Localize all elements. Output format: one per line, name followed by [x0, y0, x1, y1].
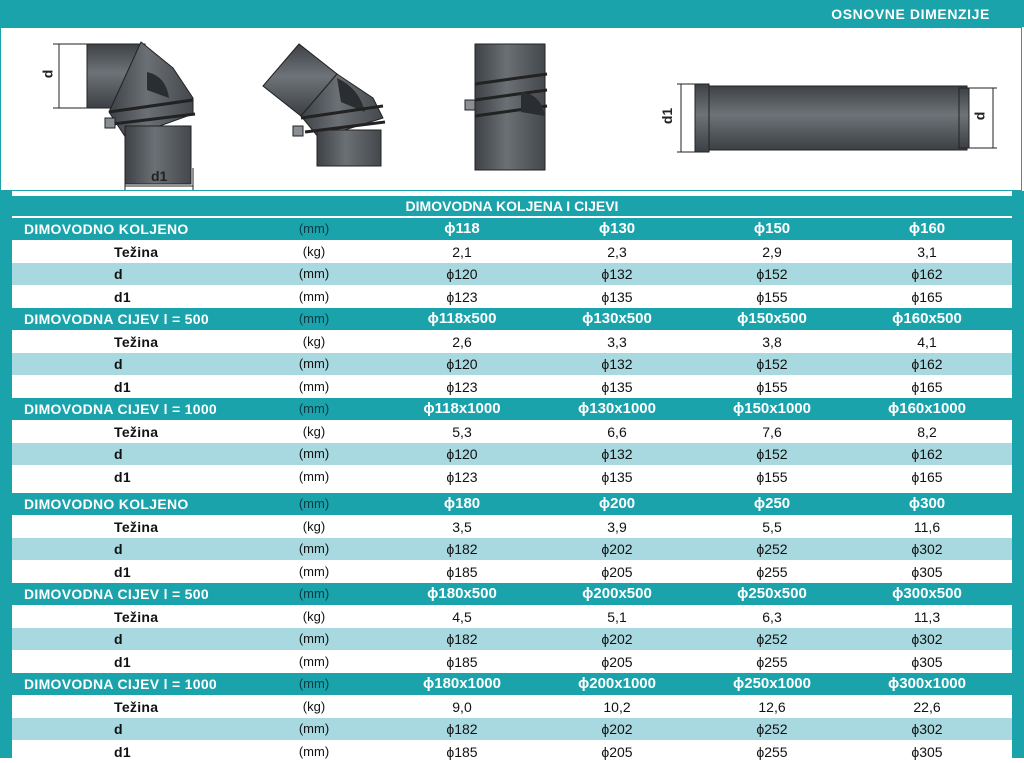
table-section-header: [12, 218, 1012, 240]
dimension-diagram-panel: [0, 27, 1022, 191]
dimension-label-d1: d1: [151, 168, 168, 184]
table-title: DIMOVODNA KOLJENA I CIJEVI: [12, 196, 1012, 216]
value-cell: 2,1: [452, 243, 472, 260]
value-cell: ϕ135: [601, 378, 633, 395]
value-cell: ϕ130x500: [582, 310, 652, 327]
value-cell: ϕ165: [911, 468, 943, 485]
value-cell: 3,8: [762, 333, 782, 350]
value-cell: ϕ182: [446, 631, 478, 647]
value-cell: ϕ130x1000: [578, 400, 656, 417]
value-cell: ϕ252: [756, 631, 788, 647]
value-cell: 3,3: [607, 333, 627, 350]
value-cell: ϕ182: [446, 541, 478, 557]
value-cell: ϕ160: [908, 220, 946, 237]
value-cell: ϕ120: [446, 266, 478, 282]
table-row: [12, 628, 1012, 650]
table-section-header: [12, 493, 1012, 515]
unit-label: (mm): [298, 676, 330, 691]
value-cell: ϕ132: [601, 446, 633, 462]
value-cell: ϕ118x500: [427, 310, 497, 327]
param-label: d: [114, 721, 123, 737]
unit-label: (mm): [298, 586, 330, 601]
value-cell: ϕ152: [756, 266, 788, 282]
value-cell: 6,3: [762, 608, 782, 625]
value-cell: ϕ302: [911, 721, 943, 737]
value-cell: ϕ305: [911, 743, 943, 760]
value-cell: ϕ185: [446, 653, 478, 670]
unit-label: (mm): [298, 266, 330, 281]
section-label: DIMOVODNA CIJEV l = 1000: [24, 401, 218, 417]
value-cell: ϕ250x1000: [733, 675, 811, 692]
section-label: DIMOVODNA CIJEV l = 1000: [24, 676, 218, 692]
param-label: d1: [114, 743, 131, 760]
dimension-label-d-pipe: d: [971, 111, 988, 121]
table-row: [12, 421, 1012, 443]
value-cell: ϕ132: [601, 356, 633, 372]
straight-pipe-drawing: [695, 84, 969, 152]
table-row: [12, 741, 1012, 763]
unit-label: (kg): [302, 518, 326, 534]
value-cell: ϕ162: [911, 266, 943, 282]
unit-label: (mm): [298, 653, 330, 669]
value-cell: 9,0: [452, 698, 472, 715]
value-cell: ϕ155: [756, 468, 788, 485]
param-label: d1: [114, 563, 131, 580]
value-cell: ϕ205: [601, 743, 633, 760]
param-label: Težina: [114, 608, 159, 625]
table-row: [12, 443, 1012, 465]
value-cell: 11,3: [913, 608, 941, 625]
unit-label: (mm): [298, 288, 330, 304]
param-label: d: [114, 541, 123, 557]
value-cell: ϕ250: [753, 495, 791, 512]
value-cell: 2,3: [607, 243, 627, 260]
dimension-label-d: d: [39, 69, 56, 79]
section-label: DIMOVODNA CIJEV l = 500: [24, 311, 209, 327]
value-cell: ϕ300x1000: [888, 675, 966, 692]
value-cell: ϕ180x1000: [423, 675, 501, 692]
value-cell: 22,6: [913, 698, 941, 715]
value-cell: 11,6: [913, 518, 941, 535]
param-label: Težina: [114, 333, 159, 350]
unit-label: (mm): [298, 356, 330, 371]
unit-label: (mm): [298, 563, 330, 579]
table-row: [12, 353, 1012, 375]
param-label: Težina: [114, 243, 159, 260]
table-section-header: [12, 673, 1012, 695]
value-cell: ϕ302: [911, 541, 943, 557]
value-cell: ϕ202: [601, 721, 633, 737]
value-cell: ϕ200: [598, 495, 636, 512]
unit-label: (mm): [298, 468, 330, 484]
table-row: [12, 538, 1012, 560]
table-row: [12, 466, 1012, 488]
value-cell: 10,2: [603, 698, 631, 715]
value-cell: ϕ252: [756, 541, 788, 557]
value-cell: 7,6: [762, 423, 782, 440]
unit-label: (mm): [298, 378, 330, 394]
unit-label: (mm): [298, 401, 330, 416]
table-row: [12, 606, 1012, 628]
value-cell: ϕ150: [753, 220, 791, 237]
unit-label: (mm): [298, 541, 330, 556]
table-row: [12, 718, 1012, 740]
value-cell: 4,5: [452, 608, 472, 625]
value-cell: 3,5: [452, 518, 472, 535]
value-cell: ϕ180: [443, 495, 481, 512]
dimensions-table: [0, 191, 1024, 758]
unit-label: (kg): [302, 423, 326, 439]
value-cell: ϕ202: [601, 541, 633, 557]
value-cell: ϕ135: [601, 468, 633, 485]
value-cell: ϕ305: [911, 653, 943, 670]
section-label: DIMOVODNA CIJEV l = 500: [24, 586, 209, 602]
unit-label: (kg): [302, 698, 326, 714]
value-cell: ϕ300x500: [892, 585, 962, 602]
value-cell: 5,1: [607, 608, 627, 625]
value-cell: ϕ202: [601, 631, 633, 647]
table-row: [12, 516, 1012, 538]
value-cell: ϕ118x1000: [423, 400, 501, 417]
section-label: DIMOVODNO KOLJENO: [24, 221, 189, 237]
table-row: [12, 331, 1012, 353]
value-cell: ϕ255: [756, 653, 788, 670]
param-label: Težina: [114, 698, 159, 715]
value-cell: ϕ205: [601, 653, 633, 670]
value-cell: 2,9: [762, 243, 782, 260]
value-cell: ϕ160x500: [892, 310, 962, 327]
value-cell: ϕ123: [446, 378, 478, 395]
param-label: d: [114, 631, 123, 647]
elbow-45-drawing: [263, 44, 385, 166]
value-cell: ϕ305: [911, 563, 943, 580]
value-cell: ϕ150x1000: [733, 400, 811, 417]
value-cell: 6,6: [607, 423, 627, 440]
param-label: d1: [114, 288, 131, 305]
value-cell: 3,9: [607, 518, 627, 535]
unit-label: (mm): [298, 446, 330, 461]
value-cell: ϕ123: [446, 288, 478, 305]
param-label: Težina: [114, 518, 159, 535]
value-cell: ϕ152: [756, 446, 788, 462]
param-label: d1: [114, 653, 131, 670]
value-cell: ϕ255: [756, 743, 788, 760]
param-label: d: [114, 446, 123, 462]
value-cell: ϕ185: [446, 743, 478, 760]
value-cell: 4,1: [917, 333, 937, 350]
value-cell: ϕ152: [756, 356, 788, 372]
value-cell: 5,3: [452, 423, 472, 440]
value-cell: ϕ185: [446, 563, 478, 580]
unit-label: (kg): [302, 608, 326, 624]
value-cell: 12,6: [758, 698, 786, 715]
unit-label: (mm): [298, 743, 330, 759]
value-cell: 2,6: [452, 333, 472, 350]
value-cell: ϕ132: [601, 266, 633, 282]
param-label: d: [114, 356, 123, 372]
top-bar: [0, 0, 1024, 27]
table-row: [12, 561, 1012, 583]
unit-label: (kg): [302, 333, 326, 349]
value-cell: ϕ160x1000: [888, 400, 966, 417]
table-row: [12, 651, 1012, 673]
pipe-segment-drawing: [465, 44, 547, 170]
table-row: [12, 286, 1012, 308]
param-label: d: [114, 266, 123, 282]
value-cell: ϕ255: [756, 563, 788, 580]
value-cell: ϕ135: [601, 288, 633, 305]
value-cell: ϕ130: [598, 220, 636, 237]
unit-label: (mm): [298, 311, 330, 326]
param-label: Težina: [114, 423, 159, 440]
value-cell: 8,2: [917, 423, 937, 440]
pipe-illustrations: [1, 28, 1021, 190]
table-row: [12, 263, 1012, 285]
unit-label: (kg): [302, 243, 326, 259]
section-label: DIMOVODNO KOLJENO: [24, 496, 189, 512]
value-cell: ϕ250x500: [737, 585, 807, 602]
value-cell: 3,1: [917, 243, 937, 260]
unit-label: (mm): [298, 221, 330, 236]
table-row: [12, 241, 1012, 263]
value-cell: ϕ123: [446, 468, 478, 485]
unit-label: (mm): [298, 721, 330, 736]
value-cell: ϕ162: [911, 446, 943, 462]
param-label: d1: [114, 378, 131, 395]
elbow-90-drawing: [87, 42, 195, 184]
page-title: OSNOVNE DIMENZIJE: [831, 6, 990, 22]
table-section-header: [12, 398, 1012, 420]
value-cell: 5,5: [762, 518, 782, 535]
table-section-header: [12, 308, 1012, 330]
value-cell: ϕ200x1000: [578, 675, 656, 692]
table-section-header: [12, 583, 1012, 605]
value-cell: ϕ162: [911, 356, 943, 372]
value-cell: ϕ165: [911, 378, 943, 395]
value-cell: ϕ155: [756, 378, 788, 395]
value-cell: ϕ118: [444, 220, 480, 237]
value-cell: ϕ120: [446, 356, 478, 372]
value-cell: ϕ120: [446, 446, 478, 462]
value-cell: ϕ165: [911, 288, 943, 305]
value-cell: ϕ252: [756, 721, 788, 737]
unit-label: (mm): [298, 496, 330, 511]
value-cell: ϕ150x500: [737, 310, 807, 327]
value-cell: ϕ205: [601, 563, 633, 580]
value-cell: ϕ302: [911, 631, 943, 647]
value-cell: ϕ200x500: [582, 585, 652, 602]
value-cell: ϕ182: [446, 721, 478, 737]
value-cell: ϕ155: [756, 288, 788, 305]
table-row: [12, 696, 1012, 718]
param-label: d1: [114, 468, 131, 485]
dimension-label-d1-pipe: d1: [659, 107, 676, 125]
unit-label: (mm): [298, 631, 330, 646]
value-cell: ϕ300: [908, 495, 946, 512]
table-row: [12, 376, 1012, 398]
value-cell: ϕ180x500: [427, 585, 497, 602]
